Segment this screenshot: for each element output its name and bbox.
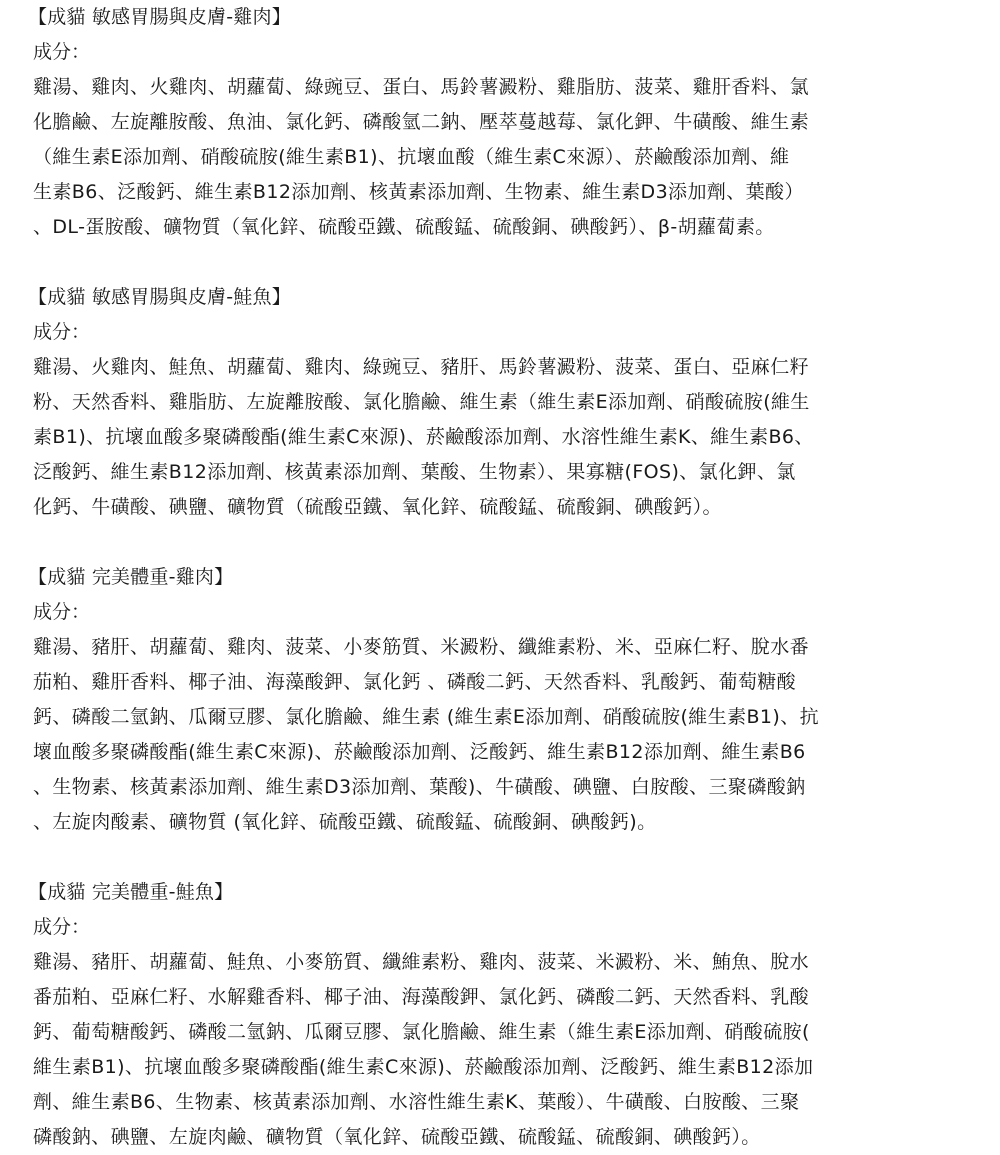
ingredients-line: 化膽鹼、左旋離胺酸、魚油、氯化鈣、磷酸氫二鈉、壓萃蔓越莓、氯化鉀、牛磺酸、維生素 <box>33 111 810 133</box>
ingredients-line: 劑、維生素B6、生物素、核黃素添加劑、水溶性維生素K、葉酸）、牛磺酸、白胺酸、三聚 <box>33 1091 800 1113</box>
ingredients-line: 茄粕、雞肝香料、椰子油、海藻酸鉀、氯化鈣 、磷酸二鈣、天然香料、乳酸鈣、葡萄糖酸 <box>33 671 797 693</box>
ingredients-line: 粉、天然香料、雞脂肪、左旋離胺酸、氯化膽鹼、維生素（維生素E添加劑、硝酸硫胺(維生 <box>33 391 810 413</box>
product-title: 【成貓 完美體重-雞肉】 <box>28 566 234 588</box>
ingredients-text <box>33 350 976 525</box>
ingredients-text <box>33 630 976 840</box>
product-section-weight-chicken <box>28 560 976 840</box>
ingredients-line: 生素B6、泛酸鈣、維生素B12添加劑、核黃素添加劑、生物素、維生素D3添加劑、葉酸） <box>33 181 804 203</box>
ingredients-text <box>33 945 976 1155</box>
product-title: 【成貓 敏感胃腸與皮膚-鮭魚】 <box>28 286 291 308</box>
ingredients-line: 化鈣、牛磺酸、碘鹽、礦物質（硫酸亞鐵、氧化鋅、硫酸錳、硫酸銅、碘酸鈣）。 <box>33 496 722 518</box>
ingredients-line: （維生素E添加劑、硝酸硫胺(維生素B1)、抗壞血酸（維生素C來源）、菸鹼酸添加劑、維 <box>33 146 790 168</box>
product-section-weight-salmon <box>28 875 976 1155</box>
product-section-sensitive-chicken <box>28 0 976 245</box>
ingredients-line: 、左旋肉酸素、礦物質 (氧化鋅、硫酸亞鐵、硫酸錳、硫酸銅、碘酸鈣)。 <box>33 811 657 833</box>
ingredients-line: 雞湯、雞肉、火雞肉、胡蘿蔔、綠豌豆、蛋白、馬鈴薯澱粉、雞脂肪、菠菜、雞肝香料、氯 <box>33 76 810 98</box>
ingredients-line: 泛酸鈣、維生素B12添加劑、核黃素添加劑、葉酸、生物素）、果寡糖(FOS)、氯化鉀、氯 <box>33 461 796 483</box>
product-section-sensitive-salmon <box>28 280 976 525</box>
product-title: 【成貓 完美體重-鮭魚】 <box>28 881 234 903</box>
ingredients-line: 、DL-蛋胺酸、礦物質（氧化鋅、硫酸亞鐵、硫酸錳、硫酸銅、碘酸鈣）、β-胡蘿蔔素。 <box>33 216 775 238</box>
ingredients-line: 、生物素、核黃素添加劑、維生素D3添加劑、葉酸)、牛磺酸、碘鹽、白胺酸、三聚磷酸鈉 <box>33 776 806 798</box>
product-title: 【成貓 敏感胃腸與皮膚-雞肉】 <box>28 6 291 28</box>
ingredients-line: 維生素B1)、抗壞血酸多聚磷酸酯(維生素C來源)、菸鹼酸添加劑、泛酸鈣、維生素B12添加 <box>33 1056 814 1078</box>
ingredients-line: 素B1)、抗壞血酸多聚磷酸酯(維生素C來源)、菸鹼酸添加劑、水溶性維生素K、維生素B6、 <box>33 426 814 448</box>
ingredients-label: 成分： <box>33 916 91 938</box>
ingredients-line: 壞血酸多聚磷酸酯(維生素C來源)、菸鹼酸添加劑、泛酸鈣、維生素B12添加劑、維生素B6 <box>33 741 806 763</box>
ingredients-label: 成分： <box>33 41 91 63</box>
ingredients-line: 鈣、葡萄糖酸鈣、磷酸二氫鈉、瓜爾豆膠、氯化膽鹼、維生素（維生素E添加劑、硝酸硫胺( <box>33 1021 810 1043</box>
ingredients-label: 成分： <box>33 321 91 343</box>
ingredients-line: 磷酸鈉、碘鹽、左旋肉鹼、礦物質（氧化鋅、硫酸亞鐵、硫酸錳、硫酸銅、碘酸鈣）。 <box>33 1126 761 1148</box>
ingredients-text <box>33 70 976 245</box>
ingredients-line: 番茄粕、亞麻仁籽、水解雞香料、椰子油、海藻酸鉀、氯化鈣、磷酸二鈣、天然香料、乳酸 <box>33 986 810 1008</box>
ingredients-line: 雞湯、豬肝、胡蘿蔔、雞肉、菠菜、小麥筋質、米澱粉、纖維素粉、米、亞麻仁籽、脫水番 <box>33 636 810 658</box>
ingredients-line: 鈣、磷酸二氫鈉、瓜爾豆膠、氯化膽鹼、維生素 (維生素E添加劑、硝酸硫胺(維生素B1)、抗 <box>33 706 820 728</box>
ingredients-line: 雞湯、火雞肉、鮭魚、胡蘿蔔、雞肉、綠豌豆、豬肝、馬鈴薯澱粉、菠菜、蛋白、亞麻仁籽 <box>33 356 810 378</box>
ingredients-line: 雞湯、豬肝、胡蘿蔔、鮭魚、小麥筋質、纖維素粉、雞肉、菠菜、米澱粉、米、鮪魚、脫水 <box>33 951 810 973</box>
ingredients-label: 成分： <box>33 601 91 623</box>
